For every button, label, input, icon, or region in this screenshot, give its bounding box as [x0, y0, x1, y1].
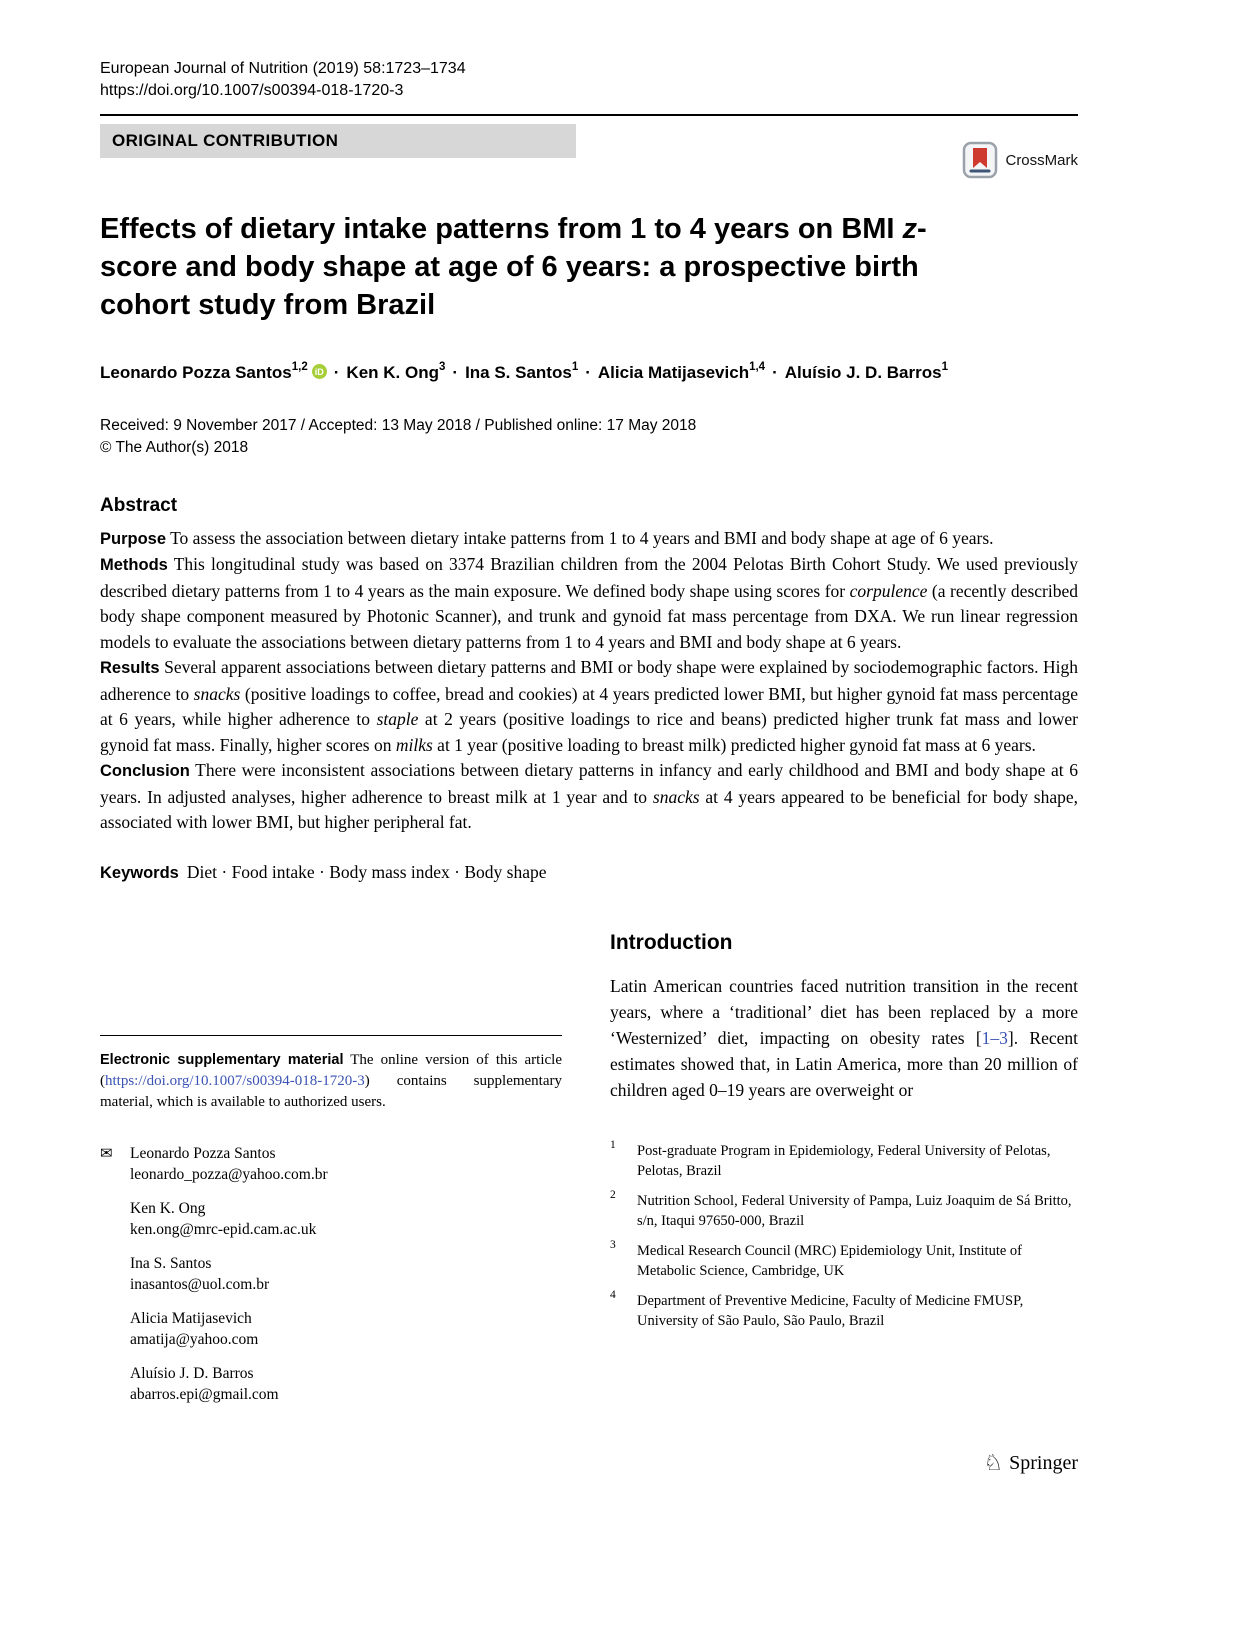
- correspondent-name: Aluísio J. D. Barros: [130, 1364, 254, 1382]
- correspondent-name: Alicia Matijasevich: [130, 1309, 252, 1327]
- author-3: Ina S. Santos$^1$: [465, 361, 579, 382]
- correspondent-name: Ken K. Ong: [130, 1199, 206, 1217]
- doi-line: https://doi.org/10.1007/s00394-018-1720-3: [100, 82, 404, 99]
- correspondence-entry: [130, 1198, 562, 1240]
- crossmark-badge[interactable]: [962, 140, 1078, 180]
- abstract-section: [100, 495, 1078, 836]
- affiliation-text: Nutrition School, Federal University of Pampa, Luiz Joaquim de Sá Britto, s/n, Itaqui 97650-000, Brazil: [637, 1192, 1072, 1230]
- correspondent-name: Leonardo Pozza Santos: [130, 1144, 276, 1162]
- affiliation-entry: [610, 1138, 1078, 1182]
- crossmark-label: CrossMark: [1005, 151, 1078, 169]
- correspondence-list: [130, 1143, 562, 1418]
- author-4: Alicia Matijasevich$^{1,4}$: [597, 361, 766, 382]
- body-column: [610, 931, 1078, 1418]
- author-separator: ·: [452, 362, 459, 382]
- supplementary-doi-link[interactable]: https://doi.org/10.1007/s00394-018-1720-3: [105, 1072, 365, 1089]
- affiliations-block: [610, 1138, 1078, 1332]
- copyright-line: © The Author(s) 2018: [100, 438, 249, 456]
- keywords-line: [100, 862, 1078, 883]
- abstract-purpose: Purpose To assess the association between dietary intake patterns from 1 to 4 years and BMI and body shape at age of 6 years.: [100, 527, 994, 548]
- abstract-results: Results Several apparent associations between dietary patterns and BMI or body shape were explained by sociodemographic factors. High adherence to snacks (positive loadings to coffee, bread and cookies) at 4 years predicted lower BMI, but higher gynoid fat mass percentage at 6 years, while higher adherence to staple at 2 years (positive loadings to rice and beans) predicted higher trunk fat mass and lower gynoid fat mass. Finally, higher scores on milks at 1 year (positive loading to breast milk) predicted higher gynoid fat mass at 6 years.: [100, 657, 1079, 755]
- correspondence-entry: [130, 1253, 562, 1295]
- envelope-icon: ✉: [100, 1143, 113, 1162]
- springer-wordmark: Springer: [1009, 1452, 1078, 1474]
- affiliation-entry: [610, 1238, 1078, 1282]
- journal-citation-line: European Journal of Nutrition (2019) 58:1723–1734: [100, 60, 466, 77]
- footnote-rule: [100, 1035, 562, 1036]
- affiliation-text: Medical Research Council (MRC) Epidemiology Unit, Institute of Metabolic Science, Cambridge, UK: [637, 1242, 1022, 1280]
- dates-line: Received: 9 November 2017 / Accepted: 13 May 2018 / Published online: 17 May 2018: [100, 416, 697, 434]
- keywords-text: Diet · Food intake · Body mass index · Body shape: [186, 861, 547, 882]
- author-separator: ·: [333, 362, 340, 382]
- abstract-heading: Abstract: [100, 494, 178, 516]
- author-2: Ken K. Ong$^3$: [346, 361, 446, 382]
- affiliation-text: Post-graduate Program in Epidemiology, Federal University of Pelotas, Pelotas, Brazil: [637, 1142, 1051, 1180]
- springer-logo: [983, 1452, 1078, 1475]
- orcid-icon[interactable]: iD: [312, 364, 327, 379]
- introduction-heading: Introduction: [610, 930, 733, 954]
- correspondent-name: Ina S. Santos: [130, 1254, 212, 1272]
- article-type-banner: ORIGINAL CONTRIBUTION: [100, 124, 576, 158]
- affiliation-entry: [610, 1188, 1078, 1232]
- correspondent-email[interactable]: inasantos@uol.com.br: [130, 1275, 270, 1293]
- article-title: Effects of dietary intake patterns from 1 to 4 years on BMI z-score and body shape at age of 6 years: a prospective birth cohort study from Brazil: [100, 213, 927, 321]
- affiliation-text: Department of Preventive Medicine, Faculty of Medicine FMUSP, University of São Paulo, São Paulo, Brazil: [637, 1292, 1024, 1330]
- correspondence-block: [100, 1143, 562, 1418]
- springer-horse-icon: ♘: [983, 1450, 1004, 1476]
- article-history: [100, 415, 1078, 459]
- correspondence-entry: [130, 1308, 562, 1350]
- author-1: Leonardo Pozza Santos$^{1,2}$: [100, 361, 308, 382]
- supplementary-note: Electronic supplementary material The online version of this article (https://doi.org/10.1007/s00394-018-1720-3) contains supplementary material, which is available to authorized users.: [100, 1051, 562, 1110]
- citation-link[interactable]: 1–3: [981, 1027, 1008, 1048]
- header-rule: [100, 114, 1078, 116]
- two-column-area: [100, 931, 1078, 1418]
- crossmark-icon: [962, 140, 998, 180]
- author-line: [100, 362, 1078, 383]
- keywords-label: Keywords: [100, 863, 179, 882]
- correspondent-email[interactable]: ken.ong@mrc-epid.cam.ac.uk: [130, 1220, 317, 1238]
- affiliation-number: 4: [610, 1288, 616, 1301]
- author-separator: ·: [772, 362, 778, 382]
- author-5: Aluísio J. D. Barros$^1$: [784, 361, 948, 382]
- author-separator: ·: [585, 362, 591, 382]
- affiliation-number: 2: [610, 1188, 616, 1201]
- affiliation-number: 1: [610, 1138, 616, 1151]
- footnote-column: [100, 931, 562, 1418]
- abstract-conclusion: Conclusion There were inconsistent associations between dietary patterns in infancy and early childhood and BMI and body shape at 6 years. In adjusted analyses, higher adherence to breast milk at 1 year and to snacks at 4 years appeared to be beneficial for body shape, associated with lower BMI, but higher peripheral fat.: [100, 760, 1078, 833]
- abstract-methods: Methods This longitudinal study was based on 3374 Brazilian children from the 2004 Pelotas Birth Cohort Study. We used previously described dietary patterns from 1 to 4 years as the main exposure. We defined body shape using scores for corpulence (a recently described body shape component measured by Photonic Scanner), and trunk and gynoid fat mass percentage from DXA. We run linear regression models to evaluate the associations between dietary patterns from 1 to 4 years and BMI and body shape at 6 years.: [100, 554, 1078, 652]
- affiliation-entry: [610, 1288, 1078, 1332]
- affiliation-number: 3: [610, 1238, 616, 1251]
- correspondence-entry: [130, 1363, 562, 1405]
- correspondent-email[interactable]: leonardo_pozza@yahoo.com.br: [130, 1165, 328, 1183]
- correspondence-entry: [130, 1143, 562, 1185]
- correspondent-email[interactable]: abarros.epi@gmail.com: [130, 1385, 279, 1403]
- correspondent-email[interactable]: amatija@yahoo.com: [130, 1330, 259, 1348]
- introduction-paragraph: Latin American countries faced nutrition transition in the recent years, where a ‘traditional’ diet has been replaced by a more ‘Westernized’ diet, impacting on obesity rates [1–3]. Recent estimates showed that, in Latin America, more than 20 million of children aged 0–19 years are overweight or: [610, 975, 1079, 1100]
